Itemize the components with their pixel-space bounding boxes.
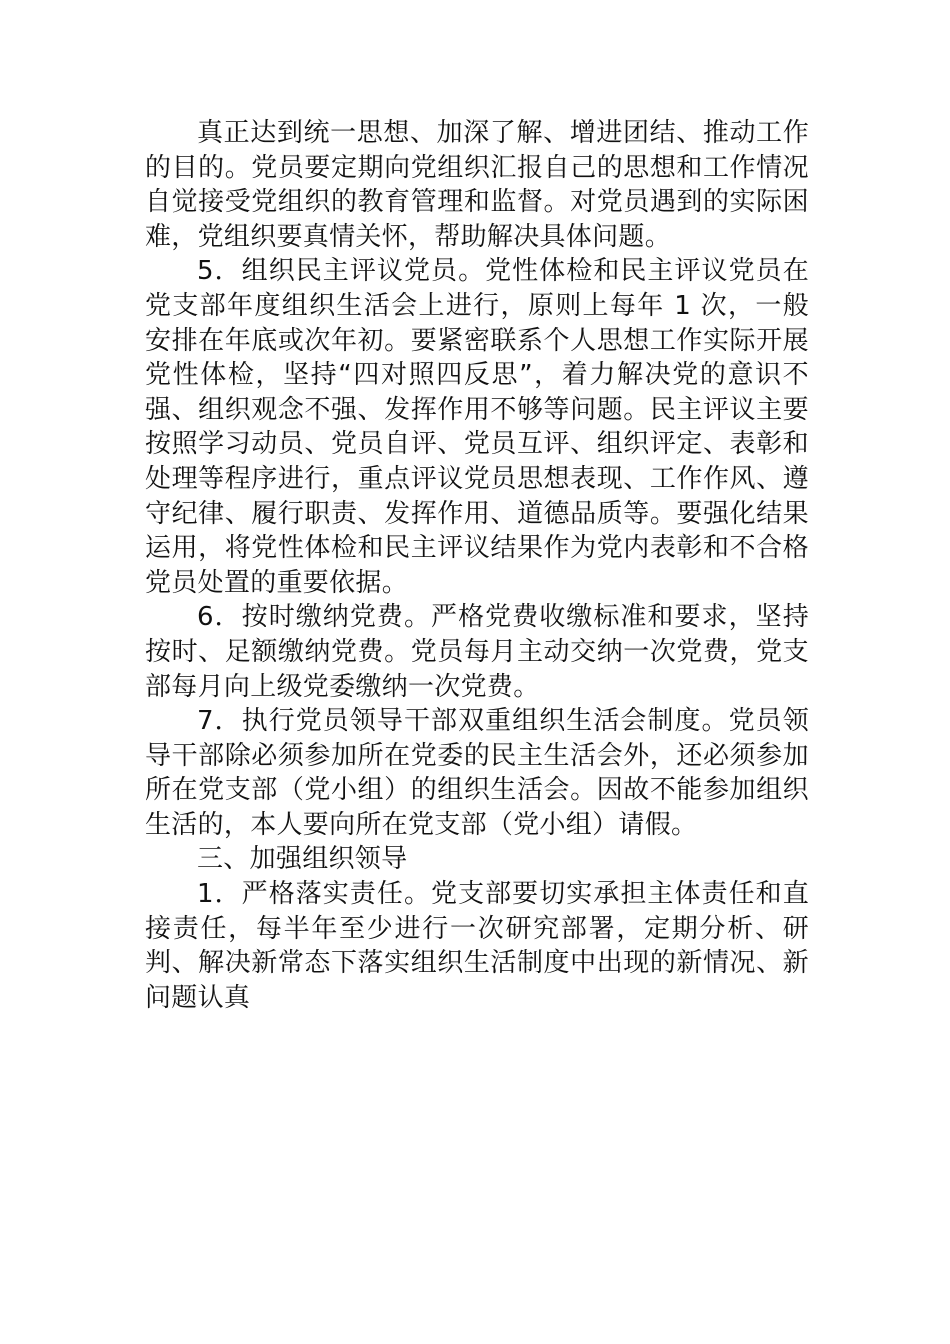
paragraph-item-6: 6．按时缴纳党费。严格党费收缴标准和要求，坚持按时、足额缴纳党费。党员每月主动交纳一次党费，党支部每月向上级党委缴纳一次党费。 (145, 602, 809, 702)
paragraph-item-5: 5．组织民主评议党员。党性体检和民主评议党员在党支部年度组织生活会上进行，原则上每年 1 次，一般安排在年底或次年初。要紧密联系个人思想工作实际开展党性体检，坚持“四对照四反思”，着力解决党的意识不强、组织观念不强、发挥作用不够等问题。民主评议主要按照学习动员、党员自评、党员互评、组织评定、表彰和处理等程序进行，重点评议党员思想表现、工作作风、遵守纪律、履行职责、发挥作用、道德品质等。要强化结果运用，将党性体检和民主评议结果作为党内表彰和不合格党员处置的重要依据。 (145, 256, 809, 598)
paragraph-item-1: 1．严格落实责任。党支部要切实承担主体责任和直接责任，每半年至少进行一次研究部署，定期分析、研判、解决新常态下落实组织生活制度中出现的新情况、新问题认真 (145, 879, 809, 1013)
document-body (145, 116, 809, 1015)
paragraph-item-7: 7．执行党员领导干部双重组织生活会制度。党员领导干部除必须参加所在党委的民主生活会外，还必须参加所在党支部（党小组）的组织生活会。因故不能参加组织生活的，本人要向所在党支部（党小组）请假。 (145, 706, 809, 840)
section-heading: 三、加强组织领导 (197, 844, 408, 875)
paragraph-continuation: 真正达到统一思想、加深了解、增进团结、推动工作的目的。党员要定期向党组织汇报自己的思想和工作情况自觉接受党组织的教育管理和监督。对党员遇到的实际困难，党组织要真情关怀，帮助解决具体问题。 (145, 118, 809, 252)
